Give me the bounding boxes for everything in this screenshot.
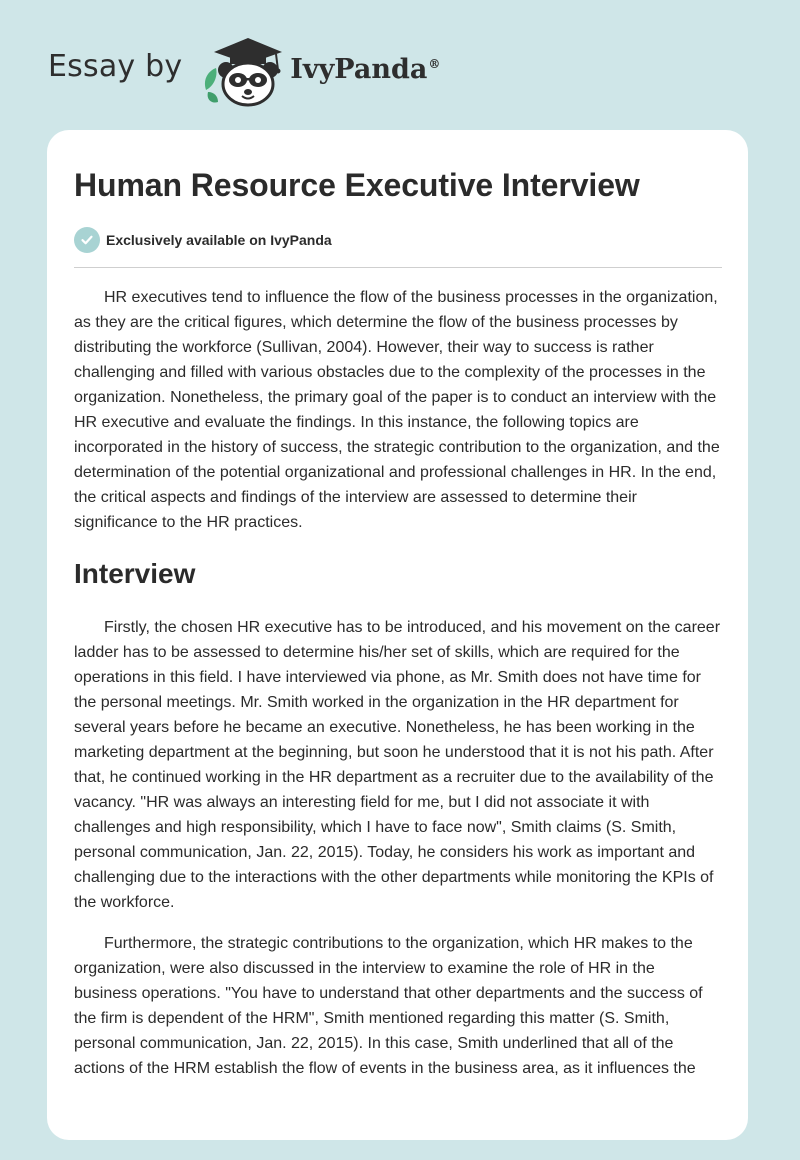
brand-header[interactable] [48,30,440,110]
essay-content [47,130,748,1081]
interview-paragraph-2: Furthermore, the strategic contributions to the organization, which HR makes to the organization, were also discussed in the interview to examine the role of HR in the business operations. "You have to understand that other departments and the success of the firm is dependent of the HRM", Smith mentioned regarding this matter (S. Smith, personal communication, Jan. 22, 2015). In this case, Smith underlined that all of the actions of the HRM establish the flow of events in the business area, as it influences the [74,935,703,1077]
brand-name [290,54,440,85]
intro-paragraph: HR executives tend to influence the flow of the business processes in the organization, as they are the critical figures, which determine the flow of the business processes by distributing the workforce (Sullivan, 2004). However, their way to success is rather challenging and filled with various obstacles due to the complexity of the processes in the organization. Nonetheless, the primary goal of the paper is to conduct an interview with the HR executive and evaluate the findings. In this instance, the following topics are incorporated in the history of success, the strategic contribution to the organization, and the determination of the potential organizational and professional challenges in HR. In the end, the critical aspects and findings of the interview are assessed to determine their significance to the HR practices. [74,289,720,531]
title-divider [74,267,722,268]
brand-name-text: IvyPanda [290,53,428,85]
check-icon [74,227,100,253]
essay-card [47,130,748,1140]
page-title: Human Resource Executive Interview [74,167,640,203]
section-heading-interview: Interview [74,558,196,589]
brand-prefix: Essay by [48,48,183,84]
interview-paragraph-1: Firstly, the chosen HR executive has to be introduced, and his movement on the career ladder has to be assessed to determine his/her set of skills, which are required for the operations in this field. I have interviewed via phone, as Mr. Smith does not have time for the personal meetings. Mr. Smith worked in the organization in the HR department for several years before he became an executive. Nonetheless, he has been working in the marketing department at the beginning, but soon he understood that it is not his path. After that, he continued working in the HR department as a recruiter due to the availability of the vacancy. "HR was always an interesting field for me, but I did not associate it with challenges and high responsibility, which I have to face now", Smith claims (S. Smith, personal communication, Jan. 22, 2015). Today, he considers his work as important and challenging due to the interactions with the other departments while monitoring the KPIs of the workforce. [74,619,721,911]
panda-logo-icon [196,30,288,110]
exclusive-badge-text: Exclusively available on IvyPanda [106,232,332,248]
exclusive-badge [74,227,722,253]
registered-mark: ® [428,56,441,71]
